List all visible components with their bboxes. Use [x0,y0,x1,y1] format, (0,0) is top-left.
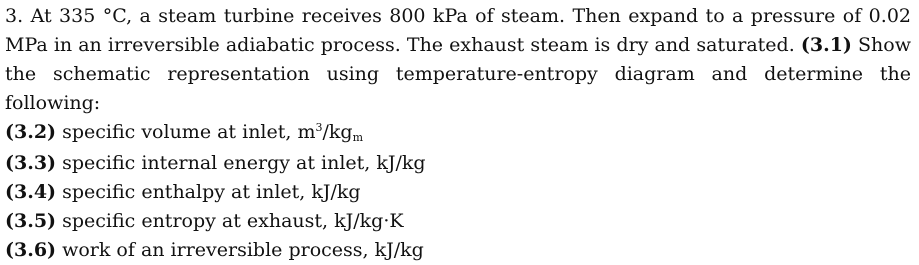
item-text: specific entropy at exhaust, kJ/kg·K [62,210,404,232]
item-text: work of an irreversible process, kJ/kg [62,239,424,261]
problem-number: 3. [5,5,24,27]
item-text-unit: /kg [322,121,353,143]
list-item-3-6 [5,236,911,265]
list-item-3-2 [5,118,911,149]
list-item-3-4 [5,178,911,207]
item-label: (3.6) [5,239,57,261]
problem-document [5,2,911,265]
problem-intro-text: At 335 °C, a steam turbine receives 800 kPa of steam. Then expand to a pressure of 0.02 MPa in an irreversible adiabatic process. The exhaust steam is dry and saturated. [5,5,911,56]
list-item-3-5 [5,207,911,236]
item-text: specific volume at inlet, m [62,121,316,143]
item-text: specific internal energy at inlet, kJ/kg [62,152,426,174]
item-label: (3.3) [5,152,57,174]
list-item-3-3 [5,149,911,178]
part-label-3-1: (3.1) [800,34,852,56]
item-label: (3.4) [5,181,57,203]
item-text: specific enthalpy at inlet, kJ/kg [62,181,361,203]
item-superscript: 3 [315,121,323,134]
item-subscript: m [352,131,363,144]
item-label: (3.2) [5,121,57,143]
item-label: (3.5) [5,210,57,232]
part-text-3-1: Show the schematic representation using temperature-entropy diagram and determine the following: [5,34,911,114]
problem-statement [5,2,911,118]
